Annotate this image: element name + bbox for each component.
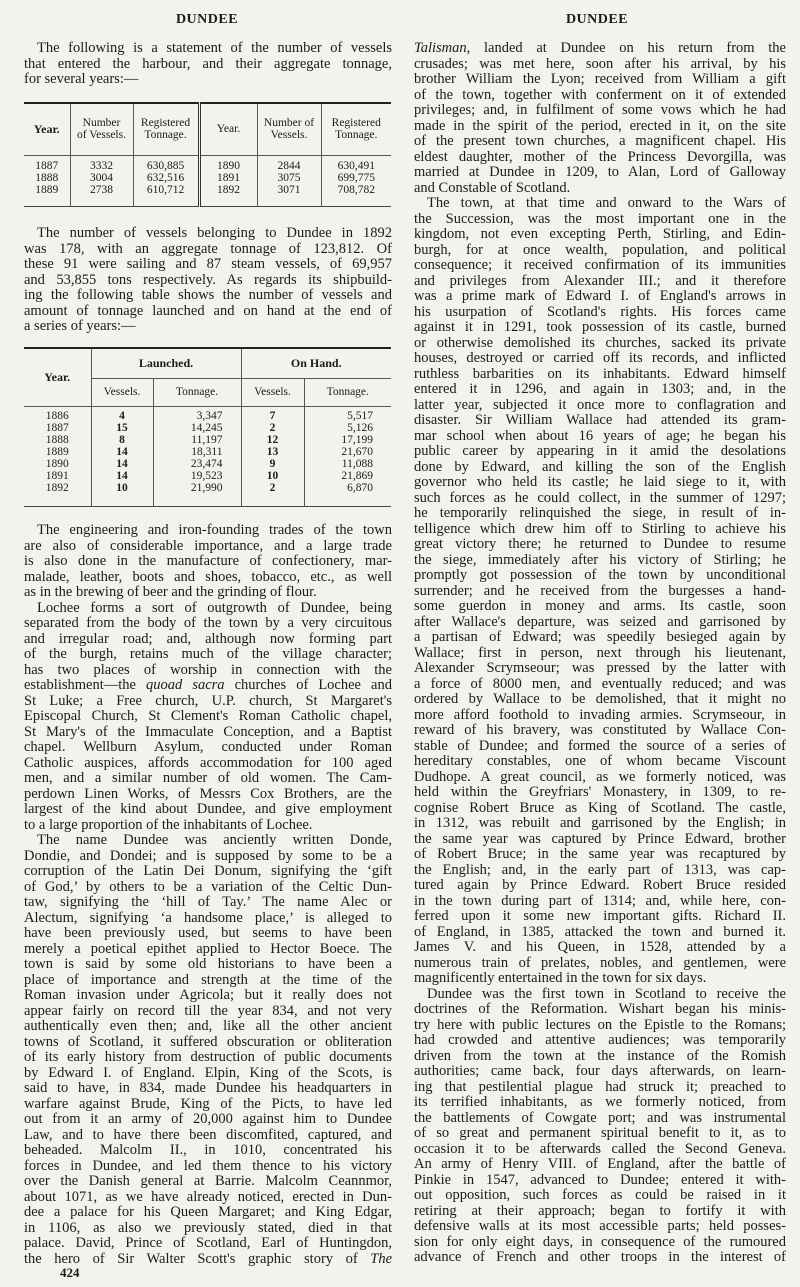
text-line: Law, and to have there been discomfited, captured, and bbox=[24, 1126, 392, 1143]
text-line: Dudhope. A great council, as we formerly noticed, was bbox=[414, 768, 786, 785]
table-cell: 19,523 bbox=[153, 470, 241, 482]
table-spacer bbox=[24, 494, 391, 506]
text-line: was 178, with an aggregate tonnage of 123,812. Of bbox=[24, 240, 392, 257]
t2-subheader-vessels-2: Vessels. bbox=[241, 378, 304, 406]
text-line: some guerdon in money and arms. Its castle, soon bbox=[414, 598, 786, 614]
table-cell bbox=[70, 196, 133, 206]
table-cell bbox=[304, 494, 391, 506]
text-line: men, and a similar number of old women. The Cam- bbox=[24, 770, 392, 786]
table-row bbox=[24, 406, 391, 422]
text-line: tured again by Prince Edward. Robert Bruce resided bbox=[414, 877, 786, 893]
text-line: or otherwise demolished its churches, sacked its private bbox=[414, 334, 786, 351]
text-line: kingdom, not even excepting Perth, Stirling, and Edin- bbox=[414, 226, 786, 242]
table-cell: 4 bbox=[91, 406, 153, 422]
text-line: brother William the Lyon; received from William a gift bbox=[414, 71, 786, 87]
text-span: establishment—the bbox=[24, 677, 147, 693]
text-line: occasion it to be afterwards called the Second Geneva. bbox=[414, 1140, 786, 1157]
text-line: of the town, together with conferment on it of extended bbox=[414, 86, 786, 103]
table-cell: 11,088 bbox=[341, 458, 373, 470]
table-cell: 3075 bbox=[257, 172, 321, 184]
table-cell: 23,474 bbox=[153, 458, 241, 470]
shipbuilding-table bbox=[24, 347, 391, 507]
text-line: of so great and permanent spiritual benefit to it, as to bbox=[414, 1125, 786, 1141]
table-cell: 1888 bbox=[24, 434, 91, 446]
table-cell: 21,990 bbox=[153, 482, 241, 494]
t1-header-vessels-2: Number of Vessels. bbox=[257, 103, 321, 155]
table-cell: 1890 bbox=[199, 155, 257, 172]
reformation-paragraph bbox=[414, 987, 786, 1266]
text-line: ing the following table shows the number of vessels and bbox=[24, 287, 392, 303]
text-line: of Robert Bruce; in the same year was recaptured by bbox=[414, 846, 786, 862]
table-cell: 1888 bbox=[24, 172, 70, 184]
table-cell: 632,516 bbox=[133, 172, 199, 184]
text-line: privileges; and, in fulfilment of some vows which he had bbox=[414, 102, 786, 118]
text-span: , landed at Dundee on his return from the bbox=[466, 40, 786, 56]
text-line: latter year, subjected it once more to conflagration and bbox=[414, 396, 786, 413]
table-row bbox=[24, 434, 391, 446]
table-cell: 1887 bbox=[24, 155, 70, 172]
table-cell bbox=[91, 494, 153, 506]
text-line: St Luke; a Free church, U.P. church, St Margaret's bbox=[24, 692, 392, 709]
text-line: appear fairly on record till the year 834, and not very bbox=[24, 1002, 392, 1019]
left-running-header: DUNDEE bbox=[175, 12, 239, 27]
table-cell: 10 bbox=[241, 470, 304, 482]
table-cell: 7 bbox=[241, 406, 304, 422]
text-line: out opposition, such forces as could be raised in it bbox=[414, 1187, 786, 1203]
text-line: ferred upon it some new important gifts. Richard II. bbox=[414, 908, 786, 924]
table-cell: 1890 bbox=[24, 458, 91, 470]
text-line: said to have, in 834, made Dundee his headquarters in bbox=[24, 1080, 392, 1096]
table-cell: 1889 bbox=[24, 184, 70, 196]
table-row bbox=[24, 422, 391, 434]
text-line: over the Danish general at Barrie. Malcolm Ceannmor, bbox=[24, 1173, 392, 1189]
text-line: houses, destroyed or carried off its records, and inflicted bbox=[414, 350, 786, 366]
text-line: against it in 1291, took possession of its castle, burned bbox=[414, 319, 786, 335]
text-line: these 91 were sailing and 87 steam vessels, of 69,957 bbox=[24, 256, 392, 272]
text-line: dee a palace for his Queen Margaret; and King Edgar, bbox=[24, 1204, 392, 1220]
text-line: telligence which drew him off to Stirling to achieve his bbox=[414, 520, 786, 537]
t2-subheader-vessels: Vessels. bbox=[91, 378, 153, 406]
left-body-text bbox=[24, 523, 392, 1267]
table-cell: 1886 bbox=[24, 406, 91, 422]
table-cell: 1892 bbox=[199, 184, 257, 196]
text-line: held within the Greyfriars' Monastery, in 1309, to re- bbox=[414, 784, 786, 800]
text-line: crusades; was met here, soon after his arrival, by his bbox=[414, 55, 786, 72]
text-line: public career by appearing in it amid the desolations bbox=[414, 443, 786, 459]
table-row bbox=[24, 172, 391, 184]
text-span: the hero of Sir Walter Scott's graphic story of bbox=[24, 1250, 371, 1267]
text-line: made in the spirit of the period, erected in it, on the site bbox=[414, 117, 786, 134]
text-line: the English; and, in the early part of 1313, was cap- bbox=[414, 861, 786, 878]
text-line: eldest daughter, mother of the Princess Devorgilla, was bbox=[414, 148, 786, 165]
text-line: corruption of the Latin Dei Donum, signifying the ‘gift bbox=[24, 863, 392, 879]
text-line: Episcopal Church, St Clement's Roman Catholic chapel, bbox=[24, 708, 392, 724]
text-line: Alectum, signifying ‘a handsome place,’ is alleged to bbox=[24, 909, 392, 926]
table-cell: 708,782 bbox=[337, 184, 375, 196]
table-cell: 15 bbox=[91, 422, 153, 434]
right-running-header: DUNDEE bbox=[565, 12, 629, 27]
page-number: 424 bbox=[60, 1265, 80, 1280]
text-line: palace. David, Prince of Scotland, Earl of Huntingdon, bbox=[24, 1235, 392, 1251]
vessel-arrivals-table bbox=[24, 102, 391, 207]
text-line: place of importance and strength at the time of the bbox=[24, 971, 392, 988]
text-line: Roman invasion under Agricola; but it really does not bbox=[24, 987, 392, 1003]
text-line: the siege, immediately after his victory of Stirling; he bbox=[414, 551, 786, 568]
text-line: magnificently entertained in the town for six days. bbox=[414, 970, 707, 986]
text-line: entered it in 1296, and again in 1303; and, in the bbox=[414, 381, 786, 397]
text-line: St Mary's of the Immaculate Conception, and a Baptist bbox=[24, 723, 392, 740]
text-line: and irregular road; and, although now forming part bbox=[24, 630, 392, 647]
table-cell: 12 bbox=[241, 434, 304, 446]
table-cell: 2844 bbox=[257, 155, 321, 172]
text-line: towns of Scotland, it suffered obscuration or obliteration bbox=[24, 1033, 392, 1050]
table-cell: 21,670 bbox=[341, 446, 373, 458]
table-cell: 13 bbox=[241, 446, 304, 458]
text-line: a partisan of Edward; was speedily besieged again by bbox=[414, 629, 786, 645]
text-line: perdown Linen Works, of Messrs Cox Brothers, are the bbox=[24, 785, 392, 802]
table-cell: 1891 bbox=[24, 470, 91, 482]
table-row bbox=[24, 155, 391, 172]
t1-header-year-2: Year. bbox=[199, 103, 257, 155]
text-line: the Succession, was the most important one in the bbox=[414, 210, 786, 227]
text-line: try here with public lectures on the Epistle to the Romans; bbox=[414, 1016, 786, 1033]
intro-paragraph bbox=[24, 41, 392, 88]
table-cell: 610,712 bbox=[133, 184, 199, 196]
text-line: done by Edward, and killing the son of the English bbox=[414, 458, 786, 475]
text-line: to a large proportion of the inhabitants of Lochee. bbox=[24, 816, 313, 833]
text-line: chapel. Wellburn Asylum, conducted under Roman bbox=[24, 739, 392, 755]
italic-text: Talisman bbox=[414, 40, 467, 56]
text-line: retiring at their approach; began to fortify it with bbox=[414, 1202, 786, 1219]
text-line: the same year was captured by Prince Edward, brother bbox=[414, 830, 786, 847]
text-line bbox=[414, 41, 786, 57]
text-line: more afford foothold to invading armies. Scrymseour, in bbox=[414, 706, 786, 723]
text-line: sion for only eight days, in consequence of the rumoured bbox=[414, 1233, 786, 1250]
text-line: Dondie, and Dondei; and is supposed by some to be a bbox=[24, 847, 392, 864]
table-cell: 5,517 bbox=[347, 410, 373, 422]
text-line: Catholic auspices, affords accommodation for 100 aged bbox=[24, 754, 392, 771]
text-line bbox=[24, 678, 392, 694]
t1-header-year: Year. bbox=[24, 103, 70, 155]
t2-subheader-tonnage-2: Tonnage. bbox=[304, 378, 391, 406]
text-line: governor who held its castle; he laid siege to it, with bbox=[414, 474, 786, 490]
table-cell: 1889 bbox=[24, 446, 91, 458]
table-row bbox=[24, 446, 391, 458]
table-cell bbox=[257, 196, 321, 206]
table-cell: 18,311 bbox=[153, 446, 241, 458]
text-line: and 53,855 tons respectively. As regards its shipbuild- bbox=[24, 271, 392, 288]
text-line: The number of vessels belonging to Dundee in 1892 bbox=[37, 225, 392, 241]
text-line: largest of the kind about Dundee, and give employment bbox=[24, 801, 392, 817]
t2-header-on-hand: On Hand. bbox=[241, 348, 391, 378]
table-cell: 6,870 bbox=[347, 482, 373, 494]
text-line: defensive walls at its most accessible parts; held posses- bbox=[414, 1218, 786, 1234]
text-line: about 1071, as we have already noticed, erected in Dun- bbox=[24, 1188, 392, 1205]
text-line: reward of his bravery, was constituted by Wallace Con- bbox=[414, 722, 786, 738]
text-line: as in the brewing of beer and the grinding of flour. bbox=[24, 584, 317, 600]
text-line: after Wallace's departure, was seized and garrisoned by bbox=[414, 613, 786, 630]
talisman-paragraph bbox=[414, 41, 786, 196]
text-line: had crowded and attentive audiences; was temporarily bbox=[414, 1032, 786, 1048]
table-cell: 11,197 bbox=[153, 434, 241, 446]
text-line: Pinkie in 1547, advanced to Dundee; entered it with- bbox=[414, 1171, 786, 1188]
text-line: town is said by some old historians to have been a bbox=[24, 956, 392, 972]
t1-header-vessels: Number of Vessels. bbox=[70, 103, 133, 155]
text-line: a force of 8000 men, and eventually reduced; and was bbox=[414, 675, 786, 692]
text-line: The town, at that time and onward to the Wars of bbox=[427, 195, 786, 211]
text-line: Lochee forms a sort of outgrowth of Dundee, being bbox=[37, 599, 392, 616]
text-line: surrender; and he received from the burgesses a hand- bbox=[414, 582, 786, 599]
table-cell: 14 bbox=[91, 446, 153, 458]
text-line: stable of Dundee; and formed the source of a series of bbox=[414, 737, 786, 754]
italic-text: The bbox=[370, 1250, 392, 1267]
text-line: out from it an army of 20,000 against him to Dundee bbox=[24, 1111, 392, 1127]
text-line: advance of French and other troops in the interest of bbox=[414, 1249, 786, 1265]
t1-header-tonnage-2: Registered Tonnage. bbox=[321, 103, 391, 155]
text-line: doctrines of the Reformation. Wishart began his minis- bbox=[414, 1001, 786, 1017]
table-cell bbox=[199, 196, 257, 206]
text-line: The name Dundee was anciently written Donde, bbox=[37, 832, 392, 848]
text-line: in the town during part of 1314; and, while here, con- bbox=[414, 892, 786, 909]
table-cell: 3071 bbox=[257, 184, 321, 196]
table-cell: 17,199 bbox=[341, 434, 373, 446]
table-cell: 2738 bbox=[70, 184, 133, 196]
t2-subheader-tonnage: Tonnage. bbox=[153, 378, 241, 406]
table-cell bbox=[241, 494, 304, 506]
table-row bbox=[24, 184, 391, 196]
text-line: of England, in 1385, attacked the town and burned it. bbox=[414, 923, 786, 940]
table-cell: 5,126 bbox=[347, 422, 373, 434]
text-line: An army of Henry VIII. of England, after the battle of bbox=[414, 1156, 786, 1172]
text-line: its terrified inhabitants, as we formerly noticed, from bbox=[414, 1094, 786, 1110]
table-cell: 699,775 bbox=[337, 172, 375, 184]
text-line: The engineering and iron-founding trades of the town bbox=[37, 522, 392, 538]
text-line: burgh, for at once wealth, population, and political bbox=[414, 241, 786, 258]
text-line: in 1312, was rebuilt and garrisoned by the English; in bbox=[414, 815, 786, 831]
table-cell: 630,885 bbox=[133, 155, 199, 172]
trades-paragraph bbox=[24, 523, 392, 601]
text-line: and Constable of Scotland. bbox=[414, 179, 571, 196]
text-line: ruthless barbarities on its inhabitants. Edward himself bbox=[414, 365, 786, 382]
text-line: of its early history from destruction of public documents bbox=[24, 1049, 392, 1065]
table-cell: 630,491 bbox=[337, 160, 375, 172]
text-line: cognise Robert Bruce as King of Scotland. The castle, bbox=[414, 799, 786, 816]
table-spacer bbox=[24, 196, 391, 206]
table-row bbox=[24, 482, 391, 494]
text-line: James V. and his Queen, in 1528, attended by a bbox=[414, 939, 786, 955]
text-line: Alexander Scrymseour; was pressed by the latter with bbox=[414, 660, 786, 676]
text-line: authorities; came back, four days afterwards, on learn- bbox=[414, 1063, 786, 1079]
text-span: churches of Lochee and bbox=[224, 677, 392, 693]
text-line: authentically even then; and, like all the other ancient bbox=[24, 1018, 392, 1034]
text-line: beheaded. Malcolm II., in 1010, concentrated his bbox=[24, 1142, 392, 1158]
table-cell: 1887 bbox=[24, 422, 91, 434]
table-cell: 9 bbox=[241, 458, 304, 470]
text-line: married at Dundee in 1209, to Alan, Lord of Galloway bbox=[414, 164, 786, 180]
text-line: ing that pestilential plague had struck it; preached to bbox=[414, 1078, 786, 1095]
table-row bbox=[24, 458, 391, 470]
text-line: The following is a statement of the number of vessels bbox=[37, 40, 392, 56]
italic-text: quoad sacra bbox=[146, 677, 225, 693]
text-line: he temporarily relinquished the siege, in result of in- bbox=[414, 505, 786, 521]
text-line: great victory there; he returned to Dundee to resume bbox=[414, 536, 786, 552]
text-line: a series of years:— bbox=[24, 318, 136, 334]
text-line: his usurpation of Scotland's rights. His forces came bbox=[414, 303, 786, 320]
shipping-paragraph bbox=[24, 226, 392, 335]
text-line: consequence; it received confirmation of its immunities bbox=[414, 257, 786, 273]
table-cell bbox=[321, 196, 391, 206]
table-cell: 21,869 bbox=[341, 470, 373, 482]
text-line: separated from the body of the town by a very circuitous bbox=[24, 615, 392, 631]
table-cell: 10 bbox=[91, 482, 153, 494]
table-cell: 2 bbox=[241, 422, 304, 434]
text-line: and privileges from Alexander III.; and it therefore bbox=[414, 272, 786, 289]
text-line: warfare against Brude, King of the Picts, to have led bbox=[24, 1095, 392, 1112]
text-line: merely a poetical epithet applied to Hector Boece. The bbox=[24, 940, 392, 957]
text-line: promptly got possession of the town by unconditional bbox=[414, 567, 786, 583]
text-line: are also of considerable importance, and a large trade bbox=[24, 537, 392, 554]
table-cell bbox=[133, 196, 199, 206]
text-line: the battlements of Cowgate port; and was instrumental bbox=[414, 1109, 786, 1126]
text-line: in 1106, as also we previously stated, died in that bbox=[24, 1219, 392, 1236]
table-cell bbox=[24, 494, 91, 506]
table-cell: 2 bbox=[241, 482, 304, 494]
text-line: for several years:— bbox=[24, 71, 139, 87]
table-cell: 3004 bbox=[70, 172, 133, 184]
right-body-text bbox=[414, 41, 786, 1266]
name-history-paragraph bbox=[24, 833, 392, 1267]
text-line: Dundee was the first town in Scotland to receive the bbox=[427, 985, 786, 1002]
text-line: amount of tonnage launched and on hand at the end of bbox=[24, 302, 392, 319]
table-cell: 14 bbox=[91, 458, 153, 470]
text-line: driven from the town at the instance of the Romish bbox=[414, 1047, 786, 1064]
text-line: have been previously used, but seems to have been bbox=[24, 925, 392, 941]
text-line: hereditary constables, one of whom became Viscount bbox=[414, 753, 786, 769]
text-line: of God,’ by others to be a variation of the Celtic Dun- bbox=[24, 878, 392, 895]
table-cell: 3332 bbox=[70, 155, 133, 172]
table-cell: 1891 bbox=[199, 172, 257, 184]
text-line: forces in Dundee, and led them thence to his victory bbox=[24, 1157, 392, 1174]
text-line: has two places of worship in connection with the bbox=[24, 661, 392, 678]
text-line: mar school when about 16 years of age; he began his bbox=[414, 427, 786, 444]
table-cell: 1892 bbox=[24, 482, 91, 494]
text-line: Wallace; first in person, next through his lieutenant, bbox=[414, 644, 786, 661]
text-line: of the present town churches, a magnificent chapel. His bbox=[414, 133, 786, 149]
text-line: ordered by Wallace to be demolished, that it might no bbox=[414, 691, 786, 707]
t2-header-year: Year. bbox=[24, 348, 91, 406]
text-line: by Edward I. of England. Elpin, King of the Scots, is bbox=[24, 1064, 392, 1081]
text-line: was a prime mark of Edward I. of England's arrows in bbox=[414, 288, 786, 304]
table-cell: 3,347 bbox=[153, 406, 241, 422]
text-line: taw, signifying the ‘hill of Tay.’ The name Alec or bbox=[24, 894, 392, 910]
text-line: disaster. Sir William Wallace had attended its gram- bbox=[414, 412, 786, 428]
text-line: that entered the harbour, and their aggregate tonnage, bbox=[24, 55, 392, 72]
lochee-paragraph bbox=[24, 601, 392, 834]
table-row bbox=[24, 470, 391, 482]
succession-paragraph bbox=[414, 196, 786, 987]
table-cell: 8 bbox=[91, 434, 153, 446]
text-line: malade, leather, boots and shoes, tobacco, etc., as well bbox=[24, 568, 392, 585]
t2-header-launched: Launched. bbox=[91, 348, 241, 378]
table-cell bbox=[24, 196, 70, 206]
t1-header-tonnage: Registered Tonnage. bbox=[133, 103, 199, 155]
table-cell: 14 bbox=[91, 470, 153, 482]
table-cell: 14,245 bbox=[153, 422, 241, 434]
table-cell bbox=[153, 494, 241, 506]
text-line: is also done in the manufacture of confectionery, mar- bbox=[24, 553, 392, 569]
text-line: of the burgh, retains much of the village character; bbox=[24, 646, 392, 662]
text-line: such forces as he could collect, in the summer of 1297; bbox=[414, 489, 786, 506]
text-line: numerous train of prelates, nobles, and gentlemen, were bbox=[414, 954, 786, 971]
